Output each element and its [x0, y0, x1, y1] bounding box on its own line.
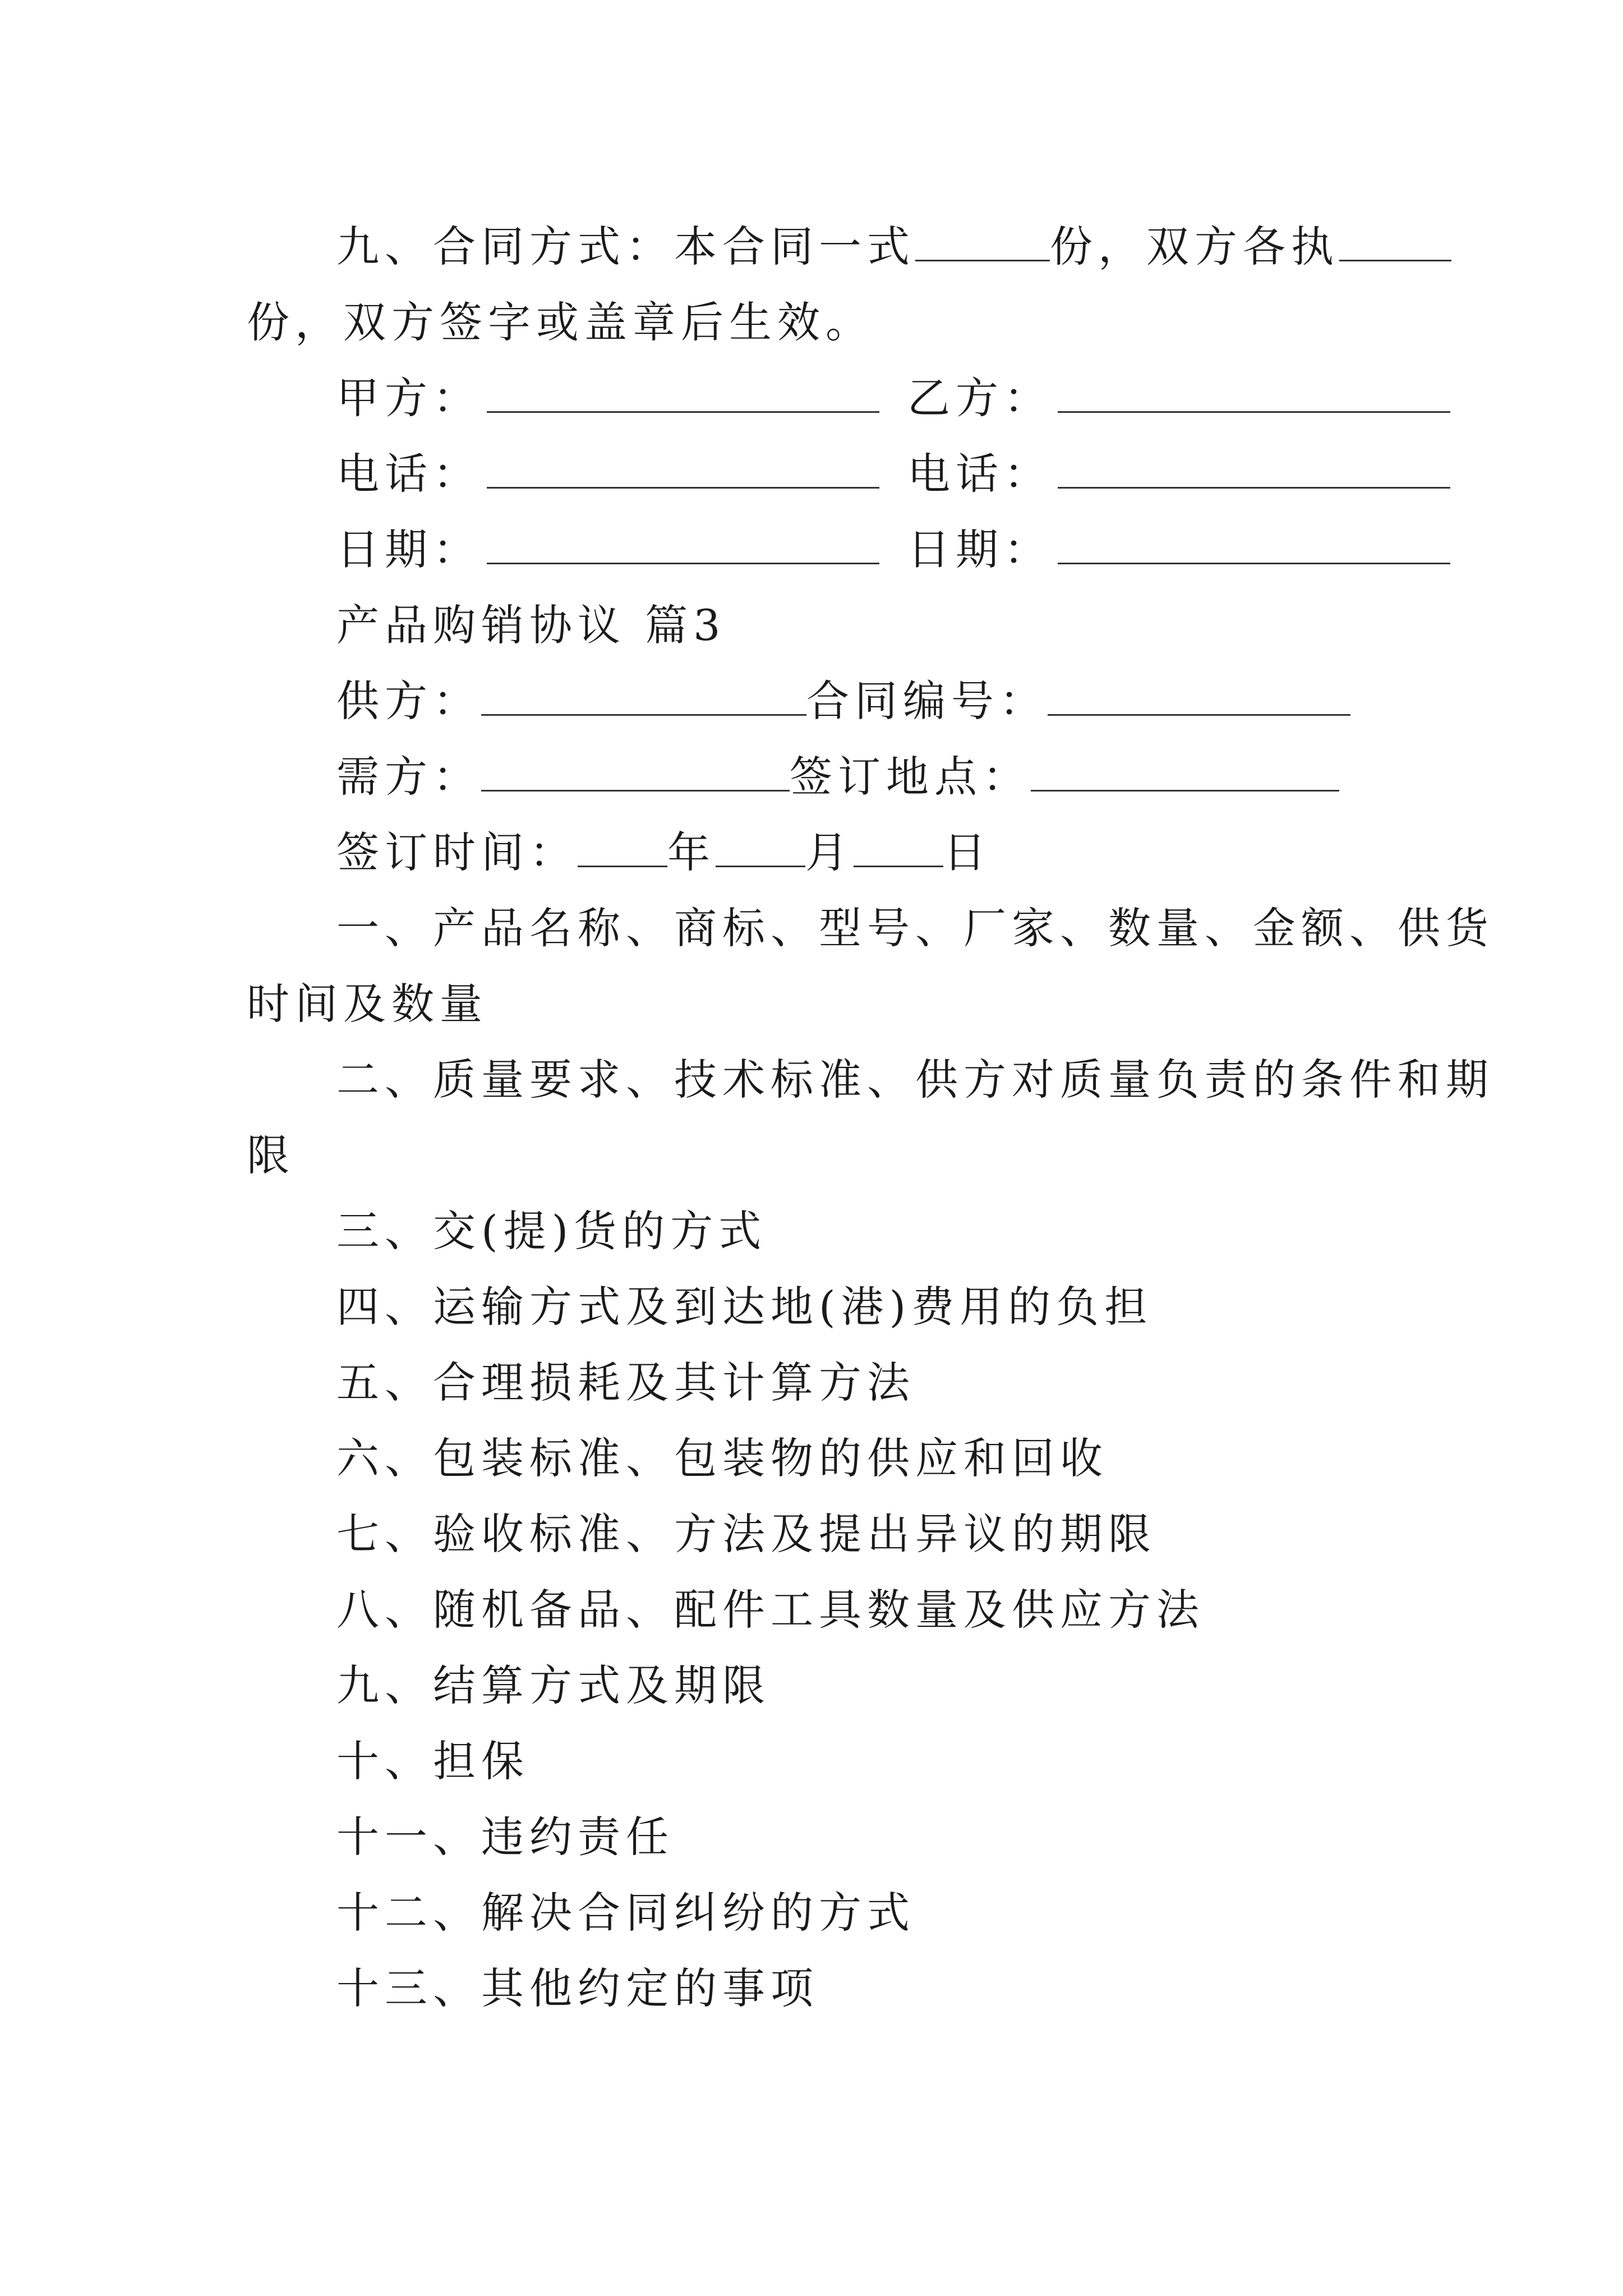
- buyer-blank: [481, 751, 790, 792]
- list-item: 十三、其他约定的事项: [336, 1963, 819, 2013]
- clause-9-text-1: 九、合同方式：本合同一式: [336, 222, 915, 272]
- copies-total-blank: [915, 220, 1050, 261]
- list-item: 八、随机备品、配件工具数量及供应方法: [336, 1585, 1205, 1635]
- clause-9-line-2: [247, 295, 874, 351]
- date-b-label: 日期：: [907, 524, 1052, 574]
- supplier-blank: [481, 675, 806, 716]
- contract-no-blank: [1048, 675, 1350, 716]
- month-blank: [716, 826, 805, 867]
- sign-time-label: 签订时间：: [336, 827, 578, 877]
- phone-b-label: 电话：: [907, 449, 1052, 499]
- year-blank: [578, 826, 667, 867]
- list-item: 十一、违约责任: [336, 1812, 674, 1862]
- party-b-label: 乙方：: [907, 373, 1052, 423]
- sign-time-row: [336, 825, 992, 881]
- party-a-blank: [487, 372, 879, 413]
- sign-place-blank: [1031, 751, 1339, 792]
- day-blank: [854, 826, 943, 867]
- copies-each-blank: [1339, 220, 1451, 261]
- clause-9-line-1: [336, 219, 1451, 275]
- date-a-label: 日期：: [336, 524, 481, 574]
- party-a-label: 甲方：: [336, 373, 481, 423]
- supplier-row: [336, 673, 1350, 729]
- sign-place-label: 签订地点：: [790, 752, 1031, 802]
- list-item: 七、验收标准、方法及提出异议的期限: [336, 1509, 1156, 1559]
- date-a-blank: [487, 523, 879, 564]
- item-2-line-2: 限: [247, 1130, 295, 1180]
- date-b-blank: [1058, 523, 1450, 564]
- year-label: 年: [667, 827, 716, 877]
- item-1-line-1: 一、产品名称、商标、型号、厂家、数量、金额、供货: [336, 903, 1494, 953]
- clause-9-text-3: 份，双方签字或盖章后生效。: [247, 297, 874, 347]
- list-item: 十、担保: [336, 1736, 529, 1786]
- list-item: 五、合理损耗及其计算方法: [336, 1358, 915, 1407]
- section-title: 产品购销协议 篇3: [336, 600, 726, 650]
- list-item: 四、运输方式及到达地(港)费用的负担: [336, 1282, 1153, 1332]
- list-item: 十二、解决合同纠纷的方式: [336, 1888, 915, 1938]
- month-label: 月: [805, 827, 854, 877]
- clause-9-text-2: 份，双方各执: [1050, 222, 1339, 272]
- phone-b-blank: [1058, 448, 1450, 489]
- supplier-label: 供方：: [336, 676, 481, 726]
- signature-phone-row: [336, 446, 1450, 502]
- contract-no-label: 合同编号：: [806, 676, 1048, 726]
- list-item: 九、结算方式及期限: [336, 1660, 771, 1710]
- item-1-line-2: 时间及数量: [247, 979, 488, 1029]
- phone-a-blank: [487, 448, 879, 489]
- signature-date-row: [336, 522, 1450, 578]
- list-item: 三、交(提)货的方式: [336, 1206, 767, 1256]
- item-2-line-1: 二、质量要求、技术标准、供方对质量负责的条件和期: [336, 1055, 1494, 1105]
- party-b-blank: [1058, 372, 1450, 413]
- buyer-label: 需方：: [336, 752, 481, 802]
- signature-party-row: [336, 370, 1450, 426]
- day-label: 日: [943, 827, 992, 877]
- buyer-row: [336, 749, 1339, 805]
- list-item: 六、包装标准、包装物的供应和回收: [336, 1433, 1108, 1483]
- phone-a-label: 电话：: [336, 449, 481, 499]
